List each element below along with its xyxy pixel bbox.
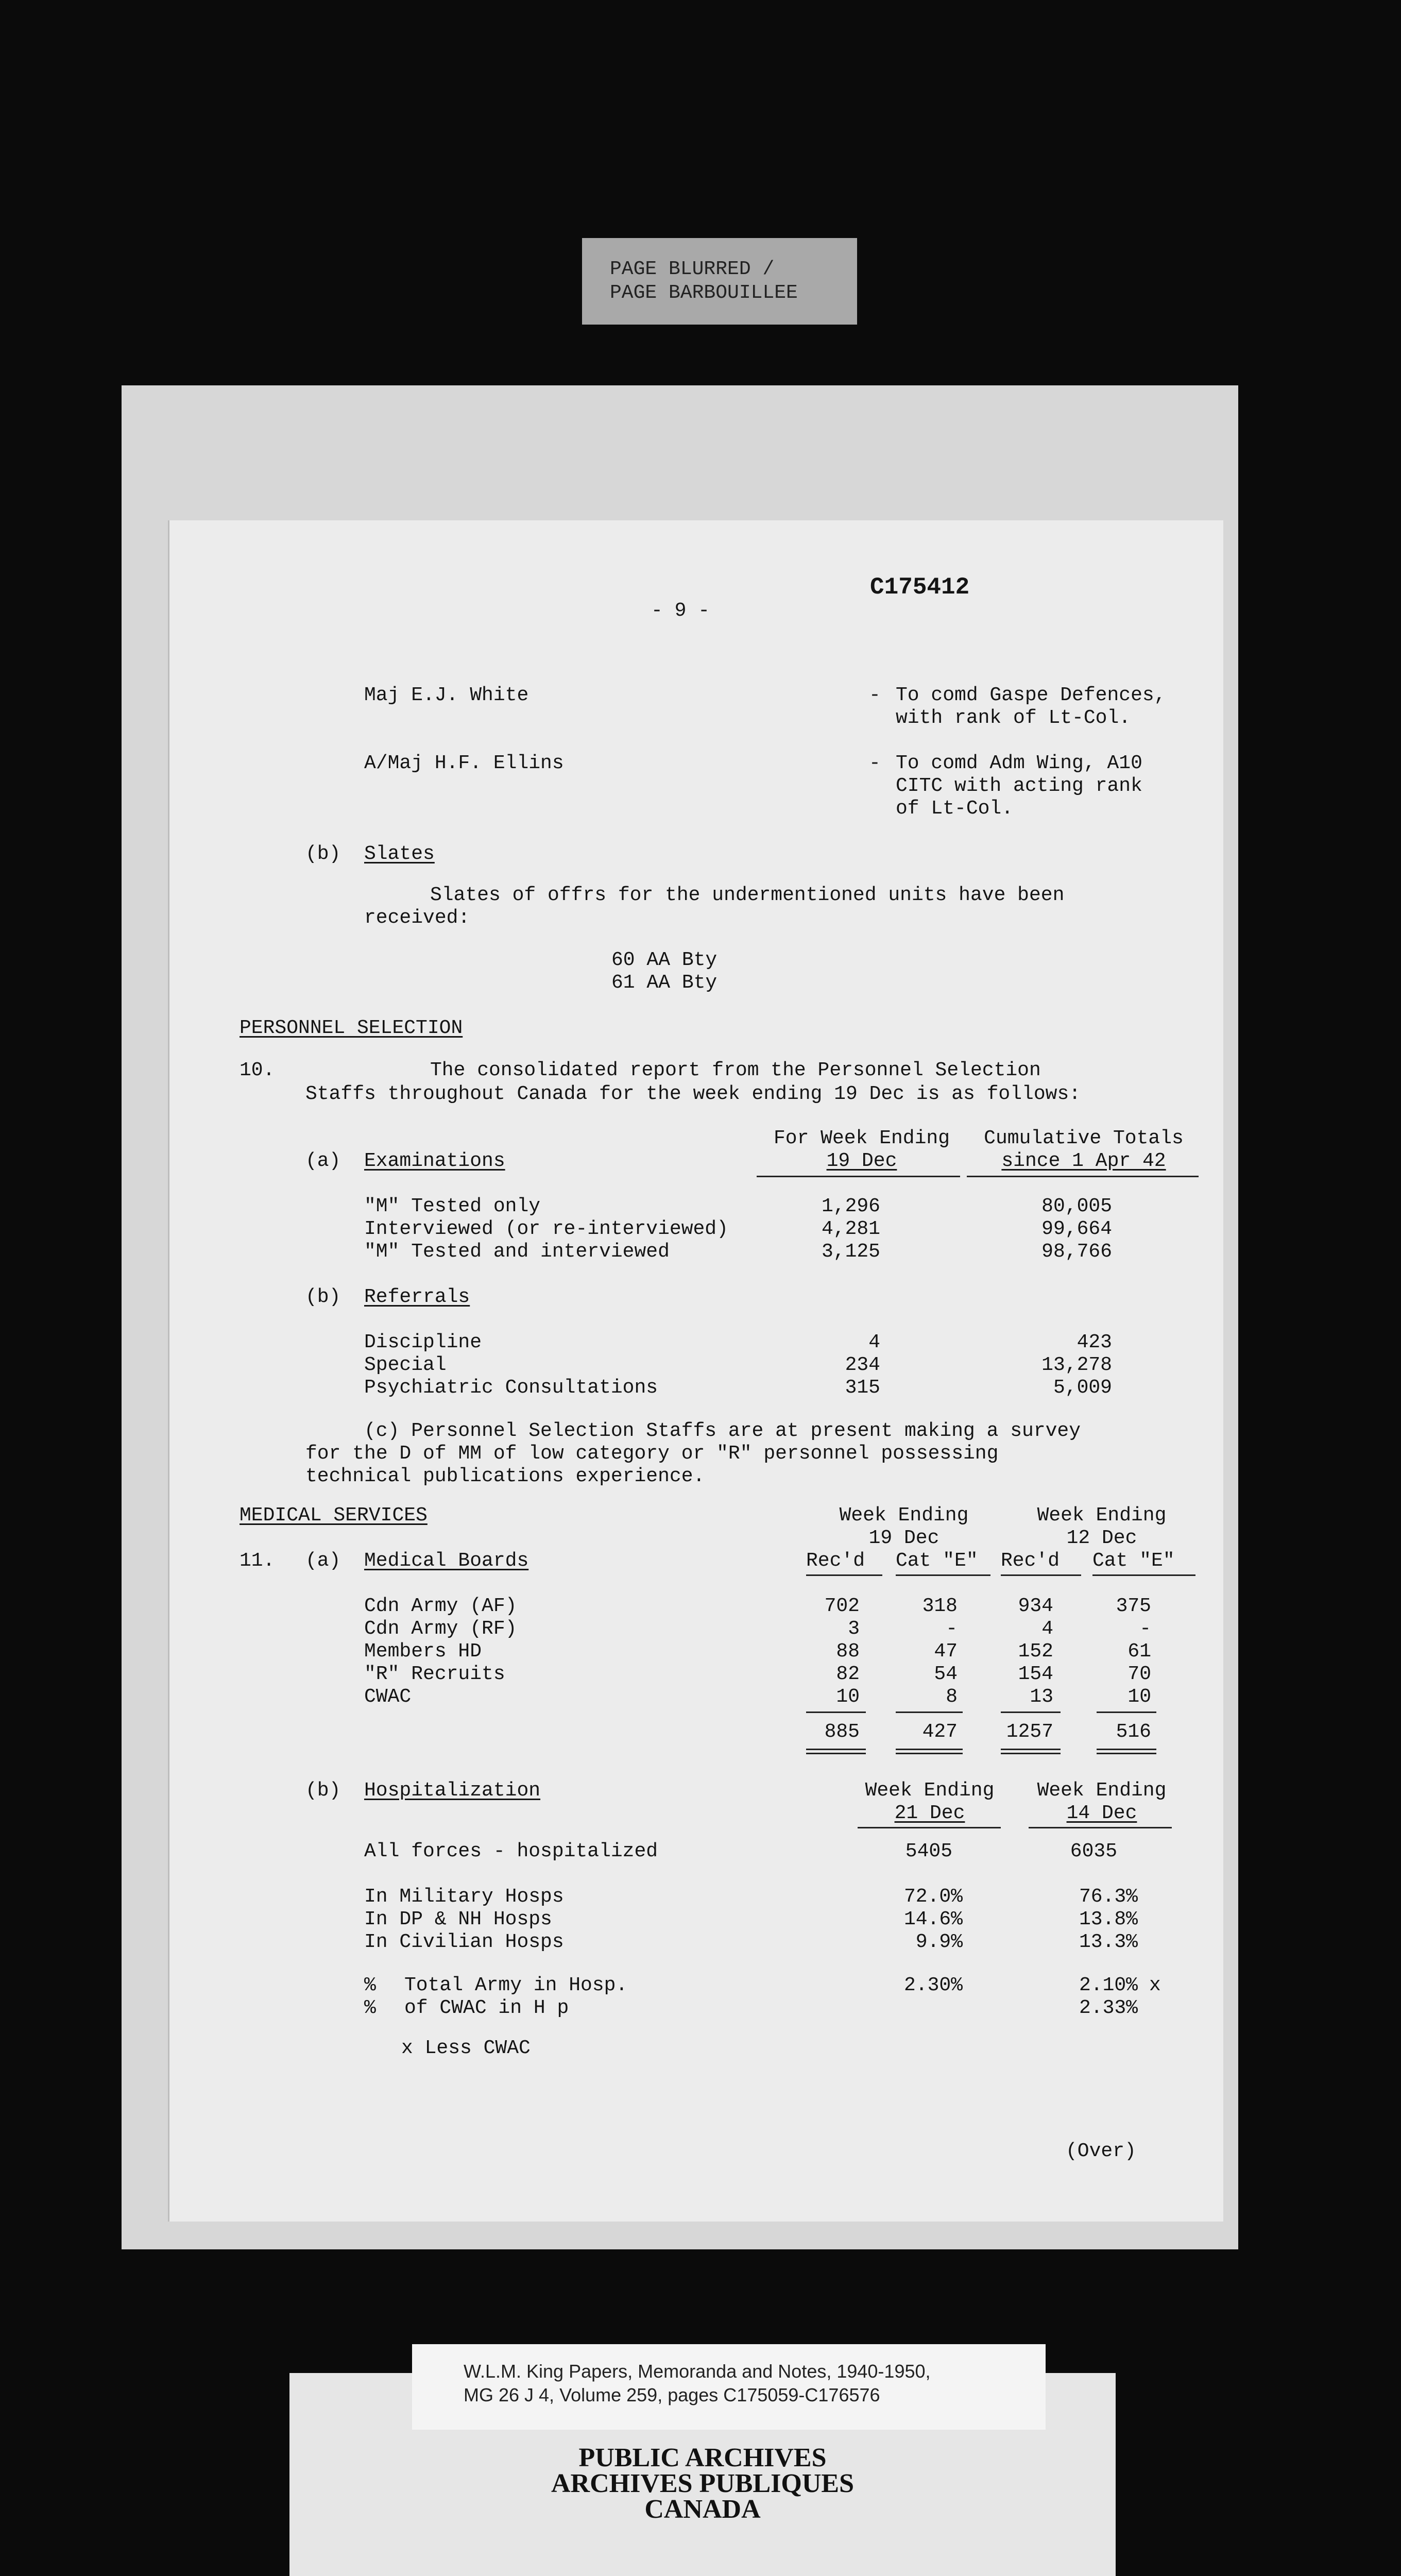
total-recd-19dec: 885 bbox=[824, 1721, 860, 1743]
source-label: W.L.M. King Papers, Memoranda and Notes, 1940-1950, MG 26 J 4, Volume 259, pages C175059-C176576 bbox=[412, 2344, 1046, 2430]
total-cat-19dec: 427 bbox=[922, 1721, 958, 1743]
page-blurred-stamp bbox=[582, 238, 857, 325]
document-id: C175412 bbox=[870, 574, 970, 601]
appointee-name: Maj E.J. White bbox=[364, 684, 529, 706]
stamp-line-1: PAGE BLURRED / bbox=[610, 258, 775, 280]
total-recd-12dec: 1257 bbox=[1006, 1721, 1053, 1743]
medical-boards-heading: Medical Boards bbox=[364, 1550, 529, 1572]
appointee-name: A/Maj H.F. Ellins bbox=[364, 752, 564, 774]
stamp-line-2: PAGE BARBOUILLEE bbox=[610, 282, 798, 304]
personnel-selection-heading: PERSONNEL SELECTION bbox=[240, 1017, 463, 1039]
hospitalization-heading: Hospitalization bbox=[364, 1780, 541, 1802]
document-page: - 9 - C175412 Maj E.J. White - To comd Gaspe Defences, with rank of Lt-Col. A/Maj H.F. Ellins - To comd Adm Wing, A10 CITC with acting rank of Lt-Col. (b) Slates Slates of offrs for the undermentioned units have been received: 60 AA Bty 61 AA Bty PERSONNEL SELECTION 10. The consolidated report from the Personnel Selection Staffs throughout Canada for the week ending 19 Dec is as follows: For Week Ending 19 Dec Cumulative Totals since 1 Apr 42 (a) Examinations "M" Tested only 1,296 80,005 Interviewed (or re-interviewed) 4,281 99,664 "M" Tested and interviewed 3,125 98,766 (b) Referrals Discipline 4 423 Special 234 13,278 Psychiatric Consultations 315 5,009 (c) Personnel Selection Staffs are at present making a survey for the D of MM of low category or "R" personnel possessing technical publications experience. MEDICAL SERVICES Week Ending 19 Dec Week Ending 12 Dec 11. (a) Medical Boards Rec'd Cat "E" Rec'd Cat "E" Cdn Army (AF) 702 318 934 375 Cdn Army (RF) 3 - 4 - Members HD 88 47 152 61 "R" Recruits 82 54 154 70 CWAC 10 8 13 10 885 427 1257 516 (b) Hospitalization Week Ending 21 Dec Week Ending 14 Dec All forces - hospitalized 5405 6035 In Military Hosps 72.0% 76.3% In DP & NH Hosps 14.6% 13.8% In Civilian Hosps 9.9% 13.3% % Total Army in Hosp. 2.30% 2.10% x % of CWAC in H p 2.33% x Less CWAC (Over) bbox=[168, 520, 1223, 2222]
slates-heading: Slates bbox=[364, 843, 435, 865]
examinations-heading: Examinations bbox=[364, 1150, 505, 1172]
referrals-heading: Referrals bbox=[364, 1286, 470, 1308]
over-note: (Over) bbox=[1066, 2140, 1136, 2162]
page-number: - 9 - bbox=[651, 600, 710, 622]
footnote: x Less CWAC bbox=[401, 2037, 531, 2059]
total-cat-12dec: 516 bbox=[1116, 1721, 1151, 1743]
public-archives-canada: PUBLIC ARCHIVES ARCHIVES PUBLIQUES CANADA bbox=[551, 2443, 855, 2524]
medical-services-heading: MEDICAL SERVICES bbox=[240, 1504, 428, 1527]
